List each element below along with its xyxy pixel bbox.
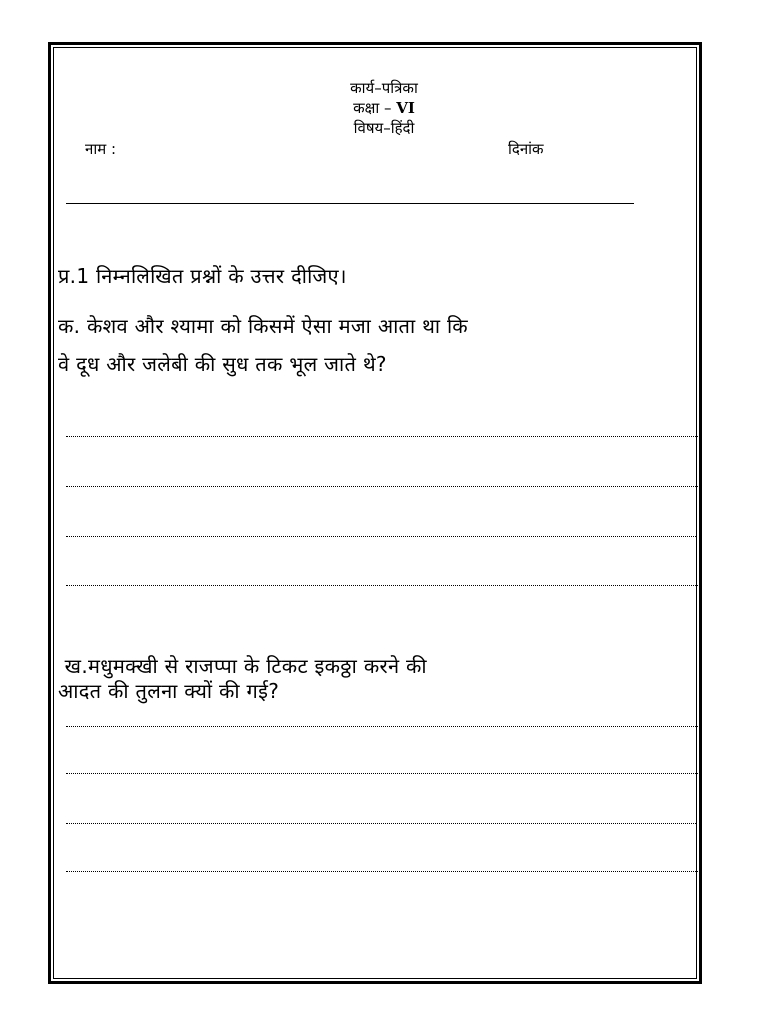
answer-line-2-2[interactable] xyxy=(66,773,702,774)
date-label: दिनांक xyxy=(508,140,544,158)
question-1-line-2: वे दूध और जलेबी की सुध तक भूल जाते थे? xyxy=(58,352,387,376)
worksheet-title: कार्य–पत्रिका xyxy=(350,79,418,97)
question-2-line-1: ख.मधुमक्खी से राजप्पा के टिकट इकठ्ठा करने की xyxy=(58,654,427,678)
question-1-line-1: क. केशव और श्यामा को किसमें ऐसा मजा आता था कि xyxy=(58,314,468,338)
class-label: कक्षा – xyxy=(353,99,392,117)
answer-line-2-1[interactable] xyxy=(66,726,702,727)
subject-line: विषय–हिंदी xyxy=(353,119,415,137)
answer-line-1-2[interactable] xyxy=(66,486,702,487)
question-2-line-2: आदत की तुलना क्यों की गई? xyxy=(58,679,280,703)
class-line xyxy=(0,98,768,118)
answer-line-2-4[interactable] xyxy=(66,871,702,872)
class-value: VI xyxy=(396,99,415,117)
answer-line-1-4[interactable] xyxy=(66,585,702,586)
page-border-inner xyxy=(53,47,697,979)
name-label: नाम : xyxy=(85,140,117,158)
answer-line-1-3[interactable] xyxy=(66,536,696,537)
answer-line-1-1[interactable] xyxy=(66,436,702,437)
answer-line-2-3[interactable] xyxy=(66,823,696,824)
header-divider xyxy=(66,203,634,204)
section-heading: प्र.1 निम्नलिखित प्रश्नों के उत्तर दीजिए। xyxy=(58,264,347,288)
